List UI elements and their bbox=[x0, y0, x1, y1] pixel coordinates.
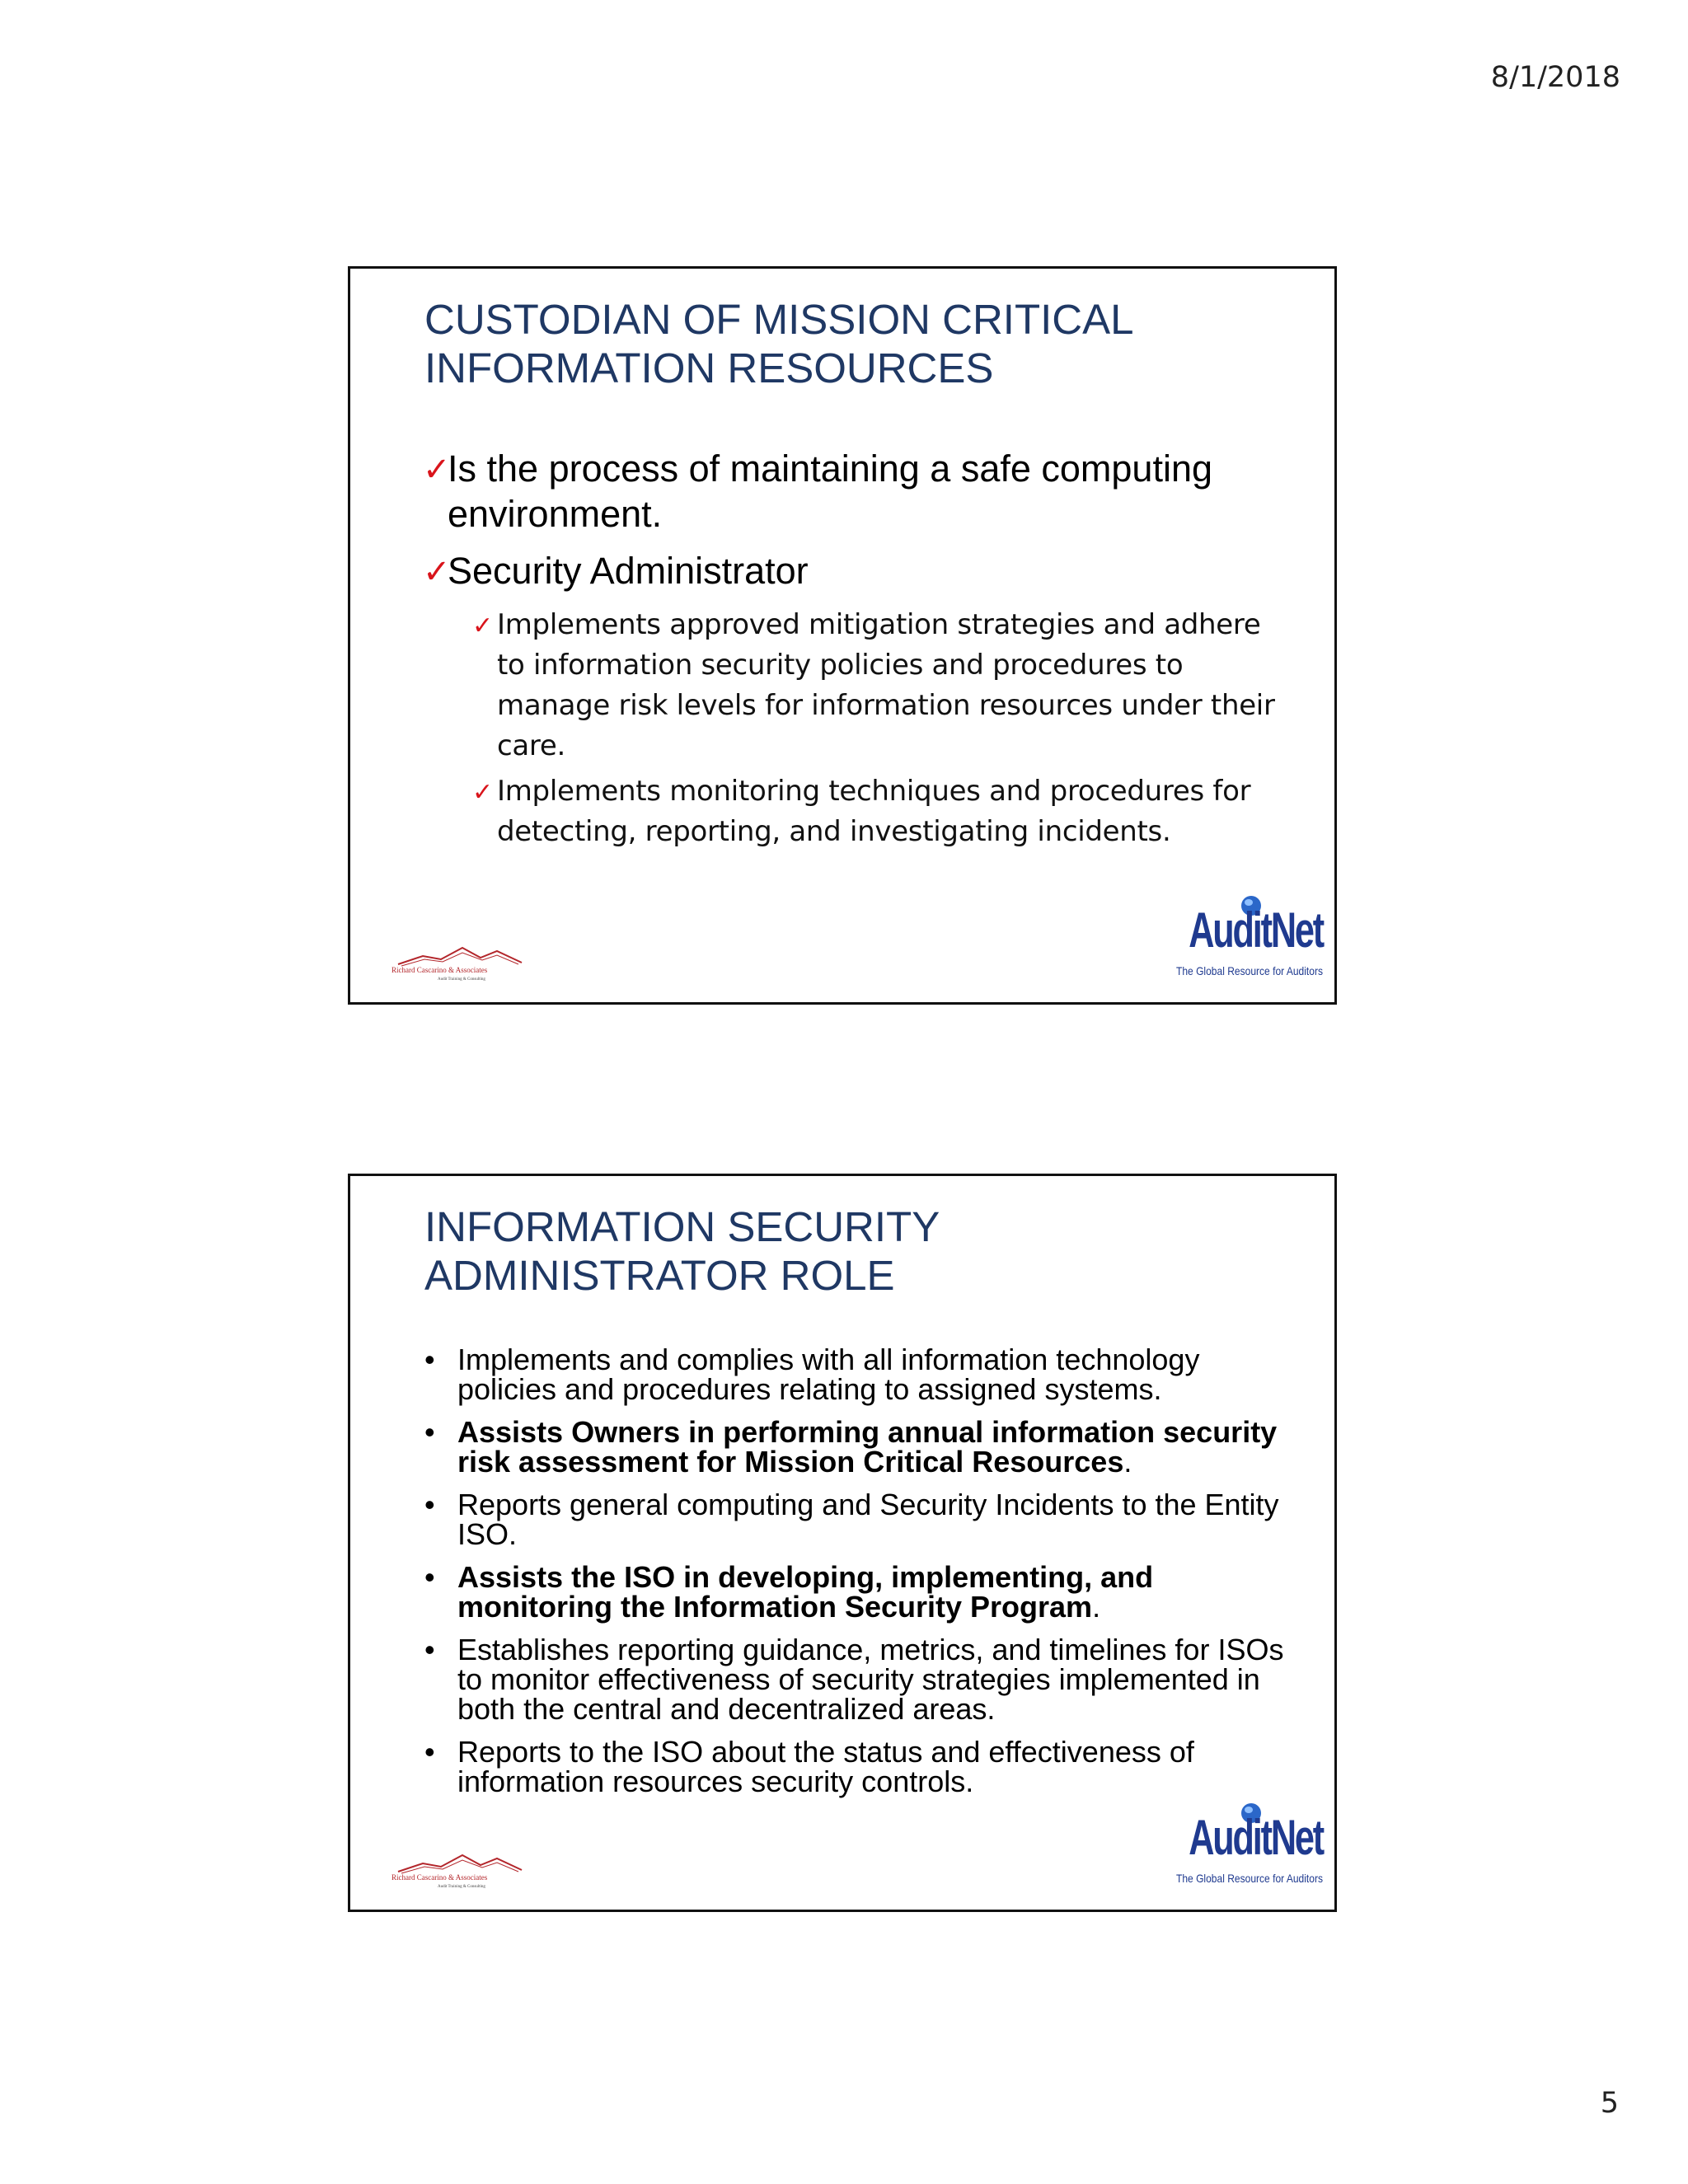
checklist-item bbox=[423, 548, 1296, 593]
slide-title-line: CUSTODIAN OF MISSION CRITICAL bbox=[424, 296, 1134, 343]
slide-title bbox=[424, 1202, 1249, 1300]
bullet-bold-text: Assists Owners in performing annual information security risk assessment for Mission Critical Resources bbox=[457, 1415, 1278, 1479]
checklist-item-text: Security Administrator bbox=[448, 550, 809, 592]
slide-title-line: INFORMATION SECURITY bbox=[424, 1203, 940, 1250]
auditnet-wordmark: AuditNet bbox=[1189, 1810, 1323, 1865]
page-number: 5 bbox=[1600, 2087, 1619, 2120]
bullet-item bbox=[423, 1415, 1296, 1479]
checklist-subitem bbox=[472, 771, 1296, 852]
rca-logo-tagline: Audit Training & Consulting bbox=[438, 977, 485, 982]
bullet-list bbox=[423, 1345, 1296, 1810]
checklist-subitem bbox=[472, 605, 1296, 766]
bullet-item bbox=[423, 1737, 1296, 1797]
slide-title-line: INFORMATION RESOURCES bbox=[424, 344, 994, 391]
checkmark-icon: ✓ bbox=[472, 778, 493, 807]
checklist-subitem-text: Implements approved mitigation strategies and adhere to information security policies and procedures to manage risk levels for information resources under their care. bbox=[497, 608, 1275, 762]
bullet-dot-icon: • bbox=[424, 1633, 435, 1666]
checkmark-icon: ✓ bbox=[472, 612, 493, 640]
bullet-dot-icon: • bbox=[424, 1343, 435, 1376]
bullet-bold-text: Assists the ISO in developing, implementing, and monitoring the Information Security Program bbox=[457, 1560, 1154, 1624]
bullet-item bbox=[423, 1490, 1296, 1549]
page-date: 8/1/2018 bbox=[1490, 61, 1620, 94]
bullet-text: Reports general computing and Security Incidents to the Entity ISO. bbox=[457, 1488, 1279, 1551]
bullet-dot-icon: • bbox=[424, 1488, 435, 1521]
auditnet-logo bbox=[1175, 893, 1323, 977]
auditnet-logo bbox=[1175, 1801, 1323, 1885]
slide-admin-role bbox=[348, 1174, 1337, 1912]
checkmark-icon: ✓ bbox=[423, 451, 451, 489]
bullet-dot-icon: • bbox=[424, 1415, 435, 1449]
richard-cascarino-logo bbox=[390, 935, 546, 984]
bullet-tail: . bbox=[1123, 1445, 1132, 1479]
rca-logo-name: Richard Cascarino & Associates bbox=[392, 966, 488, 974]
bullet-text: Establishes reporting guidance, metrics, and timelines for ISOs to monitor effectiveness of security strategies implemented in both the central and decentralized areas. bbox=[457, 1633, 1284, 1726]
slide-title-line: ADMINISTRATOR ROLE bbox=[424, 1252, 895, 1299]
auditnet-tagline: The Global Resource for Auditors bbox=[1175, 1872, 1323, 1885]
richard-cascarino-logo bbox=[390, 1842, 546, 1891]
checkmark-icon: ✓ bbox=[423, 553, 451, 591]
bullet-text: Reports to the ISO about the status and effectiveness of information resources security controls. bbox=[457, 1735, 1194, 1798]
auditnet-tagline: The Global Resource for Auditors bbox=[1175, 964, 1323, 977]
bullet-item bbox=[423, 1560, 1296, 1624]
checklist-item-text: Is the process of maintaining a safe computing environment. bbox=[448, 448, 1213, 535]
bullet-dot-icon: • bbox=[424, 1735, 435, 1769]
bullet-item bbox=[423, 1345, 1296, 1404]
slide-custodian bbox=[348, 266, 1337, 1005]
bullet-item bbox=[423, 1635, 1296, 1724]
rca-logo-name: Richard Cascarino & Associates bbox=[392, 1873, 488, 1882]
bullet-text: Implements and complies with all information technology policies and procedures relating to assigned systems. bbox=[457, 1343, 1200, 1406]
checklist-subitem-text: Implements monitoring techniques and procedures for detecting, reporting, and investigating incidents. bbox=[497, 775, 1251, 848]
checklist-item bbox=[423, 446, 1296, 537]
checklist bbox=[423, 446, 1296, 857]
bullet-tail: . bbox=[1092, 1590, 1101, 1624]
rca-logo-tagline: Audit Training & Consulting bbox=[438, 1885, 485, 1889]
bullet-dot-icon: • bbox=[424, 1560, 435, 1594]
auditnet-wordmark: AuditNet bbox=[1189, 902, 1323, 958]
slide-title bbox=[424, 295, 1249, 392]
